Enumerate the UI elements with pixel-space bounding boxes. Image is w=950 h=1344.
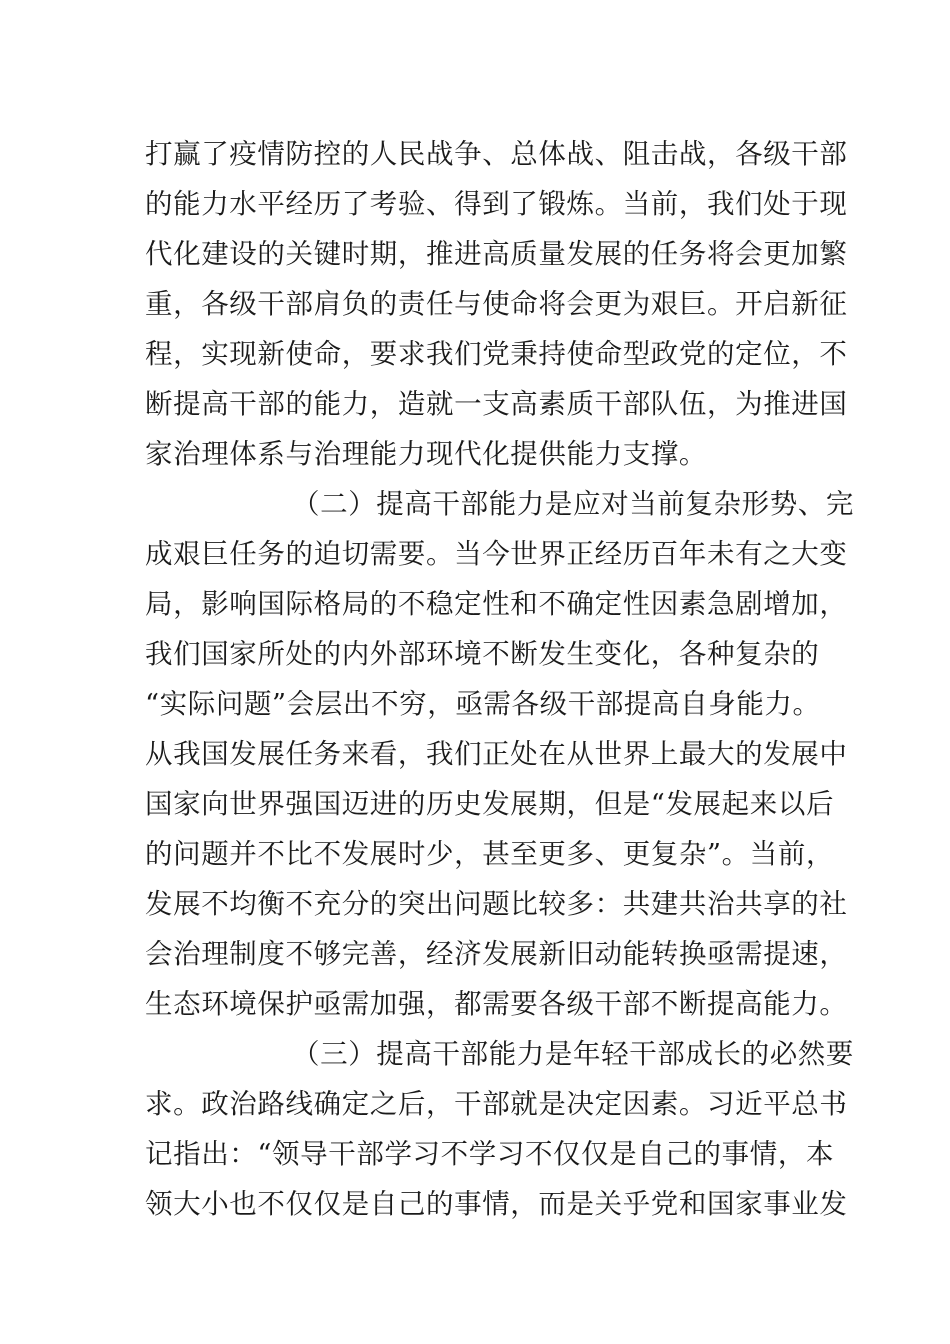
text-line-9: 成艰巨任务的迫切需要。当今世界正经历百年未有之大变 [145, 538, 848, 570]
text-line-15: 的问题并不比不发展时少，甚至更多、更复杂”。当前， [145, 838, 835, 870]
text-line-3: 代化建设的关键时期，推进高质量发展的任务将会更加繁 [145, 238, 848, 270]
section-heading-2: （二）提高干部能力是应对当前复杂形势、完 [292, 488, 854, 520]
text-line-7: 家治理体系与治理能力现代化提供能力支撑。 [145, 438, 707, 470]
text-line-20: 求。政治路线确定之后，干部就是决定因素。习近平总书 [145, 1088, 848, 1120]
text-line-22: 领大小也不仅仅是自己的事情，而是关乎党和国家事业发 [145, 1188, 848, 1220]
text-line-10: 局，影响国际格局的不稳定性和不确定性因素急剧增加， [145, 588, 848, 620]
text-line-2: 的能力水平经历了考验、得到了锻炼。当前，我们处于现 [145, 188, 848, 220]
section-heading-3: （三）提高干部能力是年轻干部成长的必然要 [292, 1038, 854, 1070]
text-line-14: 国家向世界强国迈进的历史发展期，但是“发展起来以后 [145, 788, 835, 820]
text-line-13: 从我国发展任务来看，我们正处在从世界上最大的发展中 [145, 738, 848, 770]
text-line-5: 程，实现新使命，要求我们党秉持使命型政党的定位，不 [145, 338, 848, 370]
text-line-12: “实际问题”会层出不穷，亟需各级干部提高自身能力。 [145, 688, 821, 720]
text-line-21: 记指出：“领导干部学习不学习不仅仅是自己的事情，本 [145, 1138, 835, 1170]
text-line-16: 发展不均衡不充分的突出问题比较多：共建共治共享的社 [145, 888, 848, 920]
text-line-6: 断提高干部的能力，造就一支高素质干部队伍，为推进国 [145, 388, 848, 420]
text-line-1: 打赢了疫情防控的人民战争、总体战、阻击战，各级干部 [145, 138, 848, 170]
text-line-11: 我们国家所处的内外部环境不断发生变化，各种复杂的 [145, 638, 820, 670]
text-line-18: 生态环境保护亟需加强，都需要各级干部不断提高能力。 [145, 988, 848, 1020]
text-line-4: 重，各级干部肩负的责任与使命将会更为艰巨。开启新征 [145, 288, 848, 320]
text-line-17: 会治理制度不够完善，经济发展新旧动能转换亟需提速， [145, 938, 848, 970]
